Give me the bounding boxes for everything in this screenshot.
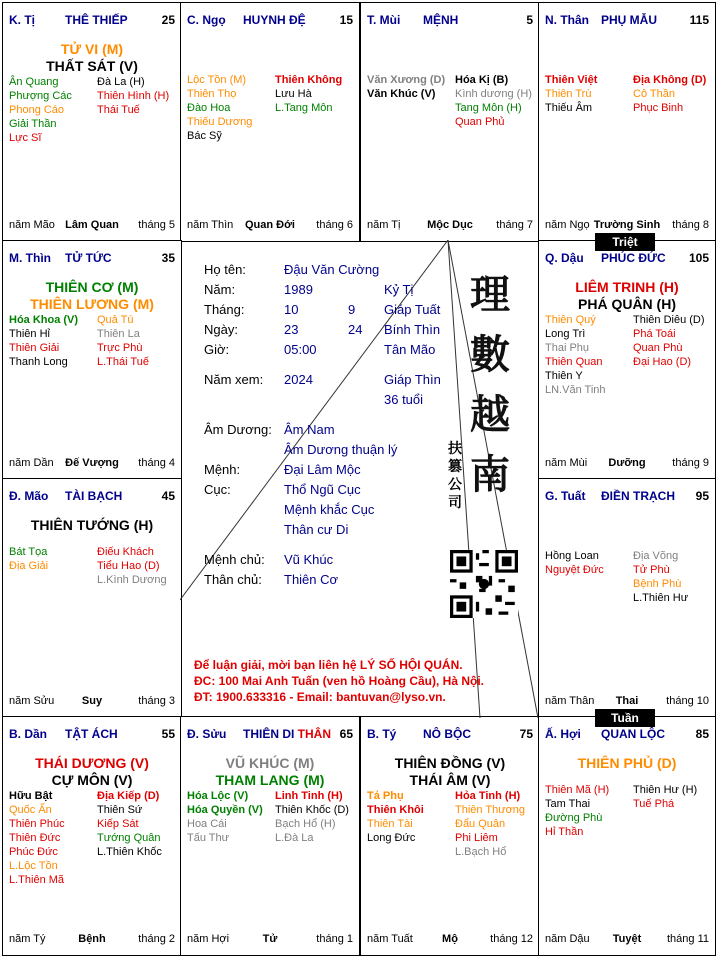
year-label: năm Mão <box>9 219 55 231</box>
menh-chu-value: Vũ Khúc <box>284 552 334 567</box>
minor-star: Linh Tinh (H) <box>275 790 343 802</box>
age-number: 25 <box>161 13 175 27</box>
ngay-label: Ngày: <box>204 322 238 337</box>
left-star-list <box>545 73 597 115</box>
palace-cell-suu[interactable] <box>180 716 360 956</box>
age-number: 15 <box>339 13 353 27</box>
palace-cell-hoi[interactable] <box>538 716 716 956</box>
nam-canchi: Kỷ Tị <box>384 282 414 297</box>
center-info-panel <box>180 240 538 718</box>
year-label: năm Tị <box>367 219 401 231</box>
palace-cell-dau[interactable] <box>538 240 716 480</box>
month-label: tháng 8 <box>672 219 709 231</box>
minor-star: Địa Kiếp (D) <box>97 790 160 802</box>
tuoi-value: 36 tuổi <box>384 392 424 407</box>
life-stage: Dưỡng <box>608 457 646 469</box>
than-marker: THÂN <box>297 727 331 741</box>
minor-star: Thiên La <box>97 328 140 340</box>
main-star: PHÁ QUÂN (H) <box>578 296 676 312</box>
minor-star: Thiếu Âm <box>545 102 593 114</box>
palace-name: THÊ THIẾP <box>65 13 128 27</box>
left-star-list <box>545 783 609 839</box>
right-star-list <box>455 73 532 129</box>
minor-star: Đẩu Quân <box>455 818 506 830</box>
minor-star: Ân Quang <box>9 76 59 88</box>
age-number: 45 <box>161 489 175 503</box>
life-stage: Mộ <box>442 933 458 945</box>
minor-star: Thai Phụ <box>545 342 590 354</box>
minor-star: Thiên Tài <box>367 818 413 830</box>
minor-star: Tam Thai <box>545 798 591 810</box>
than-chu-label: Thân chủ: <box>204 572 262 587</box>
menh-chu-label: Mệnh chủ: <box>204 552 265 567</box>
gio-value: 05:00 <box>284 342 317 357</box>
am-duong-value2: Âm Dương thuận lý <box>284 442 398 457</box>
minor-star: Phong Cáo <box>9 104 65 116</box>
year-label: năm Sửu <box>9 695 55 707</box>
main-star: TỬ VI (M) <box>60 41 124 57</box>
minor-star: Tiểu Hao (D) <box>97 560 160 572</box>
minor-star: Thiên Y <box>545 370 583 382</box>
minor-star: Hồng Loan <box>545 550 599 562</box>
age-number: 85 <box>695 727 709 741</box>
palace-cell-mui[interactable] <box>360 2 540 242</box>
ho-ten-label: Họ tên: <box>204 262 246 277</box>
minor-star: L.Kình Dương <box>97 574 167 586</box>
palace-name: NÔ BỘC <box>423 727 471 741</box>
main-star: THIÊN LƯƠNG (M) <box>30 296 154 312</box>
palace-name: THIÊN DI <box>243 727 295 741</box>
main-star: THIÊN ĐỒNG (V) <box>394 755 506 771</box>
minor-star: Bác Sỹ <box>187 130 222 142</box>
minor-star: Đường Phù <box>545 812 603 824</box>
minor-star: L.Bạch Hổ <box>455 846 507 858</box>
left-star-list <box>9 545 48 573</box>
minor-star: Kiếp Sát <box>97 818 139 830</box>
branch-label: M. Thìn <box>9 251 51 265</box>
age-number: 75 <box>519 727 533 741</box>
right-star-list <box>97 75 169 117</box>
minor-star: Thiên Diêu (D) <box>633 314 705 326</box>
month-label: tháng 6 <box>316 219 353 231</box>
right-star-list <box>275 789 349 845</box>
contact-line-3: ĐT: 1900.633316 - Email: bantuvan@lyso.vn. <box>194 690 446 704</box>
palace-name: PHỤ MẪU <box>601 13 657 27</box>
minor-star: Trực Phù <box>97 342 143 354</box>
minor-star: Thiên Mã (H) <box>545 784 610 796</box>
thang-label: Tháng: <box>204 302 245 317</box>
palace-cell-ngo[interactable] <box>180 2 360 242</box>
minor-star: Thiên Hình (H) <box>97 90 170 102</box>
contact-line-2: ĐC: 100 Mai Anh Tuấn (ven hồ Hoàng Cầu), Hà Nội. <box>194 674 485 688</box>
left-star-list <box>9 75 72 145</box>
palace-name: TẬT ÁCH <box>65 727 118 741</box>
minor-star: Địa Giải <box>9 560 49 572</box>
minor-star: Hóa Khoa (V) <box>9 314 79 326</box>
minor-star: Hóa Lộc (V) <box>187 790 249 802</box>
branch-label: G. Tuất <box>545 489 586 503</box>
minor-star: Văn Xương (D) <box>367 74 446 86</box>
minor-star: Địa Võng <box>633 550 679 562</box>
palace-cell-thin[interactable] <box>2 240 182 480</box>
right-star-list <box>97 789 162 859</box>
minor-star: Phá Toái <box>633 328 676 340</box>
minor-star: Hỏa Tinh (H) <box>455 790 521 802</box>
minor-star: Thiên Quý <box>545 314 596 326</box>
minor-star: Đà La (H) <box>97 76 145 88</box>
cuc-value3: Thân cư Di <box>284 522 349 537</box>
minor-star: Phượng Các <box>9 90 72 102</box>
minor-star: L.Thiên Khốc <box>97 846 162 858</box>
minor-star: Bạch Hổ (H) <box>275 818 336 830</box>
minor-star: Phục Binh <box>633 102 684 114</box>
main-star: THIÊN TƯỚNG (H) <box>30 517 154 533</box>
ngay-lunar: 24 <box>348 322 363 337</box>
palace-name: PHÚC ĐỨC <box>601 251 666 265</box>
minor-star: Hóa Kị (B) <box>455 74 509 86</box>
left-star-list <box>187 789 263 845</box>
logo-char-3: 越 <box>470 391 510 438</box>
month-label: tháng 12 <box>490 933 533 945</box>
year-label: năm Hợi <box>187 933 230 945</box>
minor-star: Hóa Quyền (V) <box>187 804 263 816</box>
branch-label: B. Dần <box>9 727 48 741</box>
minor-star: LN.Văn Tinh <box>545 384 606 396</box>
year-label: năm Mùi <box>545 457 588 469</box>
logo-char-2: 數 <box>470 331 510 378</box>
year-label: năm Thìn <box>187 219 234 231</box>
minor-star: Đại Hao (D) <box>633 356 692 368</box>
palace-cell-mao[interactable] <box>2 478 182 718</box>
minor-star: Thiên Thọ <box>187 88 237 100</box>
logo-char-4: 南 <box>470 451 510 498</box>
triet-tag: Triệt <box>595 233 655 251</box>
month-label: tháng 5 <box>138 219 175 231</box>
minor-star: Cô Thần <box>633 88 675 100</box>
minor-star: Quan Phủ <box>455 116 505 128</box>
menh-value: Đại Lâm Mộc <box>284 462 361 477</box>
main-star: THÁI DƯƠNG (V) <box>35 755 149 771</box>
branch-label: Q. Dậu <box>545 251 584 265</box>
right-star-list <box>633 549 688 605</box>
minor-star: Thiên Quan <box>545 356 603 368</box>
branch-label: Ấ. Hợi <box>545 727 581 741</box>
month-label: tháng 4 <box>138 457 175 469</box>
minor-star: Thiên Thương <box>455 804 526 816</box>
minor-star: Long Trì <box>545 328 586 340</box>
palace-name: HUYNH ĐỆ <box>243 13 306 27</box>
minor-star: Hỉ Thần <box>545 826 584 838</box>
month-label: tháng 1 <box>316 933 353 945</box>
minor-star: Thiên Trù <box>545 88 592 100</box>
minor-star: Địa Không (D) <box>633 74 707 86</box>
palace-name: MỆNH <box>423 13 459 27</box>
palace-cell-ty[interactable] <box>2 2 182 242</box>
gio-canchi: Tân Mão <box>384 342 436 357</box>
minor-star: L.Tang Môn <box>275 102 333 114</box>
minor-star: Văn Khúc (V) <box>367 88 436 100</box>
nam-xem-canchi: Giáp Thìn <box>384 372 441 387</box>
right-star-list <box>97 313 149 369</box>
left-star-list <box>367 789 424 845</box>
minor-star: Nguyệt Đức <box>545 564 604 576</box>
cuc-value: Thổ Ngũ Cục <box>284 482 361 497</box>
minor-star: Phúc Đức <box>9 846 58 858</box>
minor-star: Lực Sĩ <box>9 132 42 144</box>
left-star-list <box>545 549 604 577</box>
minor-star: Long Đức <box>367 832 416 844</box>
minor-star: Kình dương (H) <box>455 88 532 100</box>
ho-ten-value: Đậu Văn Cường <box>284 262 380 277</box>
age-number: 65 <box>339 727 353 741</box>
contact-line-1: Để luận giải, mời bạn liên hệ LÝ SỐ HỘI QUÁN. <box>194 658 463 672</box>
minor-star: L.Đà La <box>275 832 314 844</box>
month-label: tháng 9 <box>672 457 709 469</box>
nam-xem-label: Năm xem: <box>204 372 264 387</box>
age-number: 105 <box>688 251 709 265</box>
thang-lunar: 9 <box>348 302 356 317</box>
month-label: tháng 11 <box>666 933 709 945</box>
tuan-tag: Tuần <box>595 709 655 727</box>
year-label: năm Tý <box>9 933 46 945</box>
main-star: THAM LANG (M) <box>215 772 325 788</box>
logo-char-1: 理 <box>470 271 510 318</box>
cuc-label: Cục: <box>204 482 231 497</box>
minor-star: Thanh Long <box>9 356 68 368</box>
month-label: tháng 7 <box>496 219 533 231</box>
minor-star: Lưu Hà <box>275 88 312 100</box>
age-number: 55 <box>161 727 175 741</box>
minor-star: Hữu Bật <box>9 790 53 802</box>
branch-label: B. Tý <box>367 727 397 741</box>
minor-star: Thiên Khôi <box>367 804 424 816</box>
minor-star: Quả Tú <box>97 314 134 326</box>
ngay-solar: 23 <box>284 322 299 337</box>
palace-name: ĐIỀN TRẠCH <box>601 489 675 503</box>
month-label: tháng 10 <box>666 695 709 707</box>
minor-star: L.Thái Tuế <box>97 356 149 368</box>
minor-star: Thiếu Dương <box>187 116 253 128</box>
year-label: năm Dậu <box>545 933 590 945</box>
nam-label: Năm: <box>204 282 236 297</box>
life-stage: Suy <box>81 695 103 707</box>
right-star-list <box>633 783 697 811</box>
minor-star: Thái Tuế <box>97 104 140 116</box>
palace-cell-than[interactable] <box>538 2 716 242</box>
left-star-list <box>9 789 65 887</box>
ngay-canchi: Bính Thìn <box>384 322 441 337</box>
minor-star: L.Thiên Hư <box>633 592 689 604</box>
left-star-list <box>9 313 78 369</box>
age-number: 95 <box>695 489 709 503</box>
minor-star: Thiên Khốc (D) <box>275 804 349 816</box>
month-label: tháng 3 <box>138 695 175 707</box>
right-star-list <box>633 73 706 115</box>
age-number: 115 <box>689 13 709 27</box>
branch-label: Đ. Sửu <box>187 727 227 741</box>
minor-star: Tấu Thư <box>187 832 230 844</box>
life-stage: Đế Vượng <box>65 457 119 469</box>
year-label: năm Tuất <box>367 933 413 945</box>
nam-value: 1989 <box>284 282 313 297</box>
year-label: năm Dần <box>9 457 54 469</box>
minor-star: Thiên Hư (H) <box>633 784 698 796</box>
logo-small-text: 扶 篡 公 司 <box>448 441 462 511</box>
than-chu-value: Thiên Cơ <box>284 572 339 587</box>
main-star: THÁI ÂM (V) <box>409 772 491 788</box>
branch-label: Đ. Mão <box>9 489 49 503</box>
minor-star: Điếu Khách <box>97 546 154 558</box>
branch-label: N. Thân <box>545 13 589 27</box>
minor-star: Quốc Ấn <box>9 804 52 816</box>
right-star-list <box>97 545 167 587</box>
life-stage: Tử <box>262 933 278 945</box>
thang-solar: 10 <box>284 302 299 317</box>
nam-xem-value: 2024 <box>284 372 313 387</box>
minor-star: Thiên Phúc <box>9 818 65 830</box>
menh-label: Mệnh: <box>204 462 241 477</box>
minor-star: Lộc Tồn (M) <box>187 74 247 86</box>
minor-star: Tướng Quân <box>97 832 161 844</box>
thang-canchi: Giáp Tuất <box>384 302 441 317</box>
right-star-list <box>275 73 342 115</box>
minor-star: Thiên Đức <box>9 832 61 844</box>
qr-code-icon[interactable] <box>450 550 518 618</box>
life-stage: Quan Đới <box>245 219 295 231</box>
year-label: năm Thân <box>545 695 595 707</box>
main-star: CỰ MÔN (V) <box>51 772 133 788</box>
left-star-list <box>545 313 606 397</box>
am-duong-label: Âm Dương: <box>204 422 272 437</box>
main-star: THẤT SÁT (V) <box>46 58 138 74</box>
life-stage: Lâm Quan <box>65 219 119 231</box>
minor-star: Hoa Cái <box>187 818 227 830</box>
left-star-list <box>367 73 445 101</box>
palace-name: QUAN LỘC <box>601 727 665 741</box>
right-star-list <box>455 789 525 859</box>
life-stage: Trường Sinh <box>593 219 661 231</box>
right-star-list <box>633 313 705 369</box>
branch-label: K. Tị <box>9 13 35 27</box>
palace-cell-ti[interactable] <box>360 716 540 956</box>
palace-name: TÀI BẠCH <box>65 489 123 503</box>
minor-star: Tuế Phá <box>633 798 675 810</box>
age-number: 5 <box>526 13 533 27</box>
main-star: THIÊN CƠ (M) <box>45 279 139 295</box>
minor-star: Bát Tọa <box>9 546 48 558</box>
branch-label: C. Ngọ <box>187 13 226 27</box>
palace-cell-dan[interactable] <box>2 716 182 956</box>
minor-star: Bệnh Phù <box>633 578 682 590</box>
minor-star: Tử Phù <box>633 564 670 576</box>
minor-star: Đào Hoa <box>187 102 231 114</box>
minor-star: Thiên Sứ <box>97 804 143 816</box>
minor-star: Tả Phụ <box>367 790 404 802</box>
cuc-value2: Mệnh khắc Cục <box>284 502 375 517</box>
life-stage: Bệnh <box>78 933 106 945</box>
main-star: VŨ KHÚC (M) <box>225 755 315 771</box>
am-duong-value: Âm Nam <box>284 422 335 437</box>
branch-label: T. Mùi <box>367 13 401 27</box>
minor-star: Phi Liêm <box>455 832 498 844</box>
minor-star: Thiên Giải <box>9 342 60 354</box>
life-stage: Mộc Dục <box>427 219 473 231</box>
age-number: 35 <box>161 251 175 265</box>
gio-label: Giờ: <box>204 342 230 357</box>
minor-star: Thiên Hỉ <box>9 328 50 340</box>
left-star-list <box>187 73 252 143</box>
minor-star: Thiên Không <box>275 74 343 86</box>
minor-star: L.Thiên Mã <box>9 874 65 886</box>
minor-star: L.Lộc Tồn <box>9 860 58 872</box>
minor-star: Thiên Việt <box>545 74 598 86</box>
palace-name: TỬ TỨC <box>65 251 112 265</box>
main-star: LIÊM TRINH (H) <box>575 279 679 295</box>
life-stage: Thai <box>615 695 639 707</box>
minor-star: Tang Môn (H) <box>455 102 522 114</box>
minor-star: Giải Thần <box>9 118 57 130</box>
main-star: THIÊN PHỦ (D) <box>577 755 677 771</box>
month-label: tháng 2 <box>138 933 175 945</box>
year-label: năm Ngọ <box>545 219 590 231</box>
palace-cell-tuat[interactable] <box>538 478 716 718</box>
life-stage: Tuyệt <box>612 933 642 945</box>
minor-star: Quan Phù <box>633 342 683 354</box>
